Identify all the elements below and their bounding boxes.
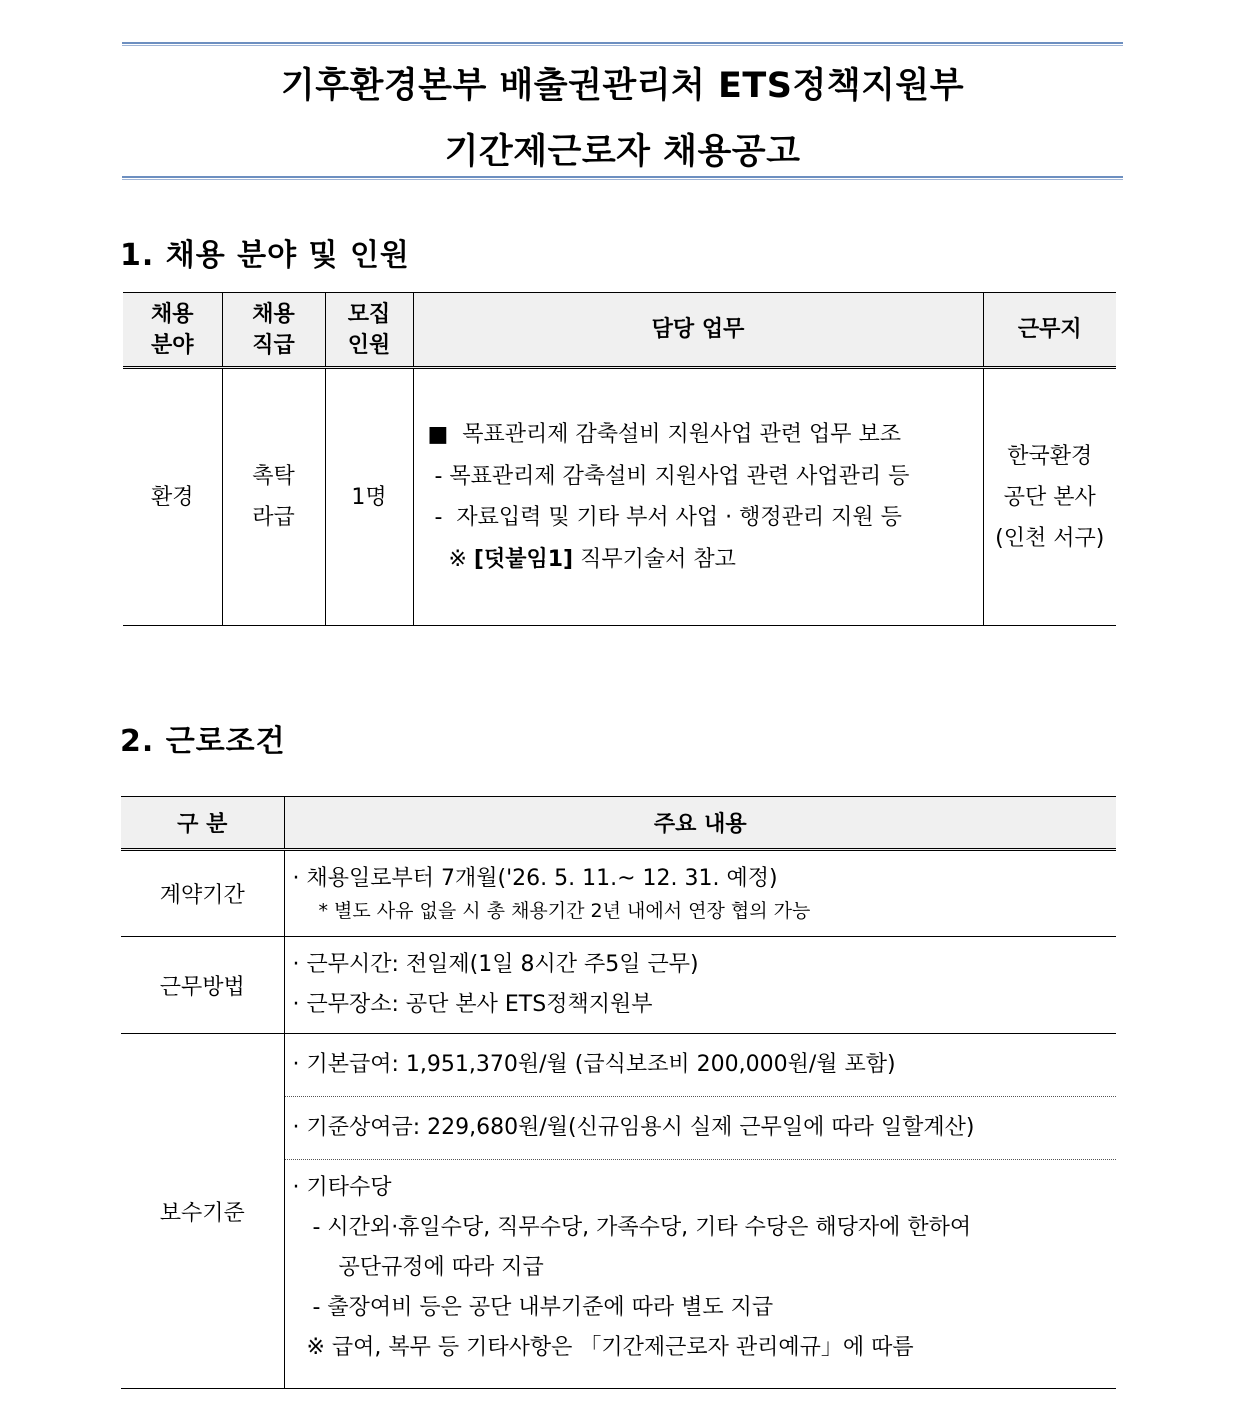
cell-field: 환경	[123, 368, 222, 626]
pay-label: 보수기준	[121, 1034, 284, 1389]
pay-other-2: - 출장여비 등은 공단 내부기준에 따라 별도 지급	[312, 1295, 774, 1320]
header-rank: 채용 직급	[222, 293, 325, 368]
page-title-line2: 기간제근로자 채용공고	[444, 132, 801, 172]
section2-heading: 2. 근로조건	[120, 724, 286, 759]
duty-line-3: - 자료입력 및 기타 부서 사업 · 행정관리 지원 등	[427, 505, 902, 530]
contract-line: · 채용일로부터 7개월('26. 5. 11.~ 12. 31. 예정)	[292, 866, 778, 891]
header-place: 근무지	[983, 293, 1116, 368]
conditions-table	[121, 796, 1116, 1389]
cell-duty	[413, 368, 983, 626]
header-field: 채용 분야	[123, 293, 222, 368]
title-box	[122, 42, 1123, 180]
section1-heading: 1. 채용 분야 및 인원	[120, 238, 410, 273]
contract-row	[121, 850, 1116, 937]
method-line-1: · 근무시간: 전일제(1일 8시간 주5일 근무)	[292, 952, 699, 977]
pay-base: · 기본급여: 1,951,370원/월 (급식보조비 200,000원/월 포함)	[284, 1034, 1116, 1097]
header-duty: 담당 업무	[413, 293, 983, 368]
recruitment-header-row	[123, 293, 1116, 368]
method-label: 근무방법	[121, 937, 284, 1034]
contract-label: 계약기간	[121, 850, 284, 937]
cell-count: 1명	[325, 368, 413, 626]
pay-other-title: · 기타수당	[292, 1175, 392, 1200]
recruitment-row	[123, 368, 1116, 626]
pay-other-1: - 시간외·휴일수당, 직무수당, 가족수당, 기타 수당은 해당자에 한하여	[312, 1215, 972, 1240]
recruitment-table	[123, 292, 1116, 626]
duty-line-1: ■ 목표관리제 감축설비 지원사업 관련 업무 보조	[427, 422, 902, 447]
header-category: 구 분	[121, 797, 284, 850]
contract-note: * 별도 사유 없을 시 총 채용기간 2년 내에서 연장 협의 가능	[318, 900, 811, 922]
duty-line-2: - 목표관리제 감축설비 지원사업 관련 사업관리 등	[427, 463, 910, 489]
duty-line-4: ※ [덧붙임1] 직무기술서 참고	[427, 546, 736, 572]
method-content	[284, 937, 1116, 1034]
pay-row-base	[121, 1034, 1116, 1097]
pay-other	[284, 1160, 1116, 1389]
pay-other-1b: 공단규정에 따라 지급	[338, 1255, 544, 1280]
pay-other-3: ※ 급여, 복무 등 기타사항은 「기간제근로자 관리예규」에 따름	[306, 1335, 914, 1360]
conditions-header-row	[121, 797, 1116, 850]
page-title-line1: 기후환경본부 배출권관리처 ETS정책지원부	[280, 66, 965, 106]
header-count: 모집 인원	[325, 293, 413, 368]
contract-content	[284, 850, 1116, 937]
header-content: 주요 내용	[284, 797, 1116, 850]
pay-bonus: · 기준상여금: 229,680원/월(신규임용시 실제 근무일에 따라 일할계산)	[284, 1097, 1116, 1160]
cell-rank: 촉탁 라급	[222, 368, 325, 626]
title-top-rule	[122, 42, 1123, 46]
title-bottom-rule	[122, 176, 1123, 180]
method-row	[121, 937, 1116, 1034]
method-line-2: · 근무장소: 공단 본사 ETS정책지원부	[292, 992, 653, 1017]
cell-place: 한국환경 공단 본사 (인천 서구)	[983, 368, 1116, 626]
